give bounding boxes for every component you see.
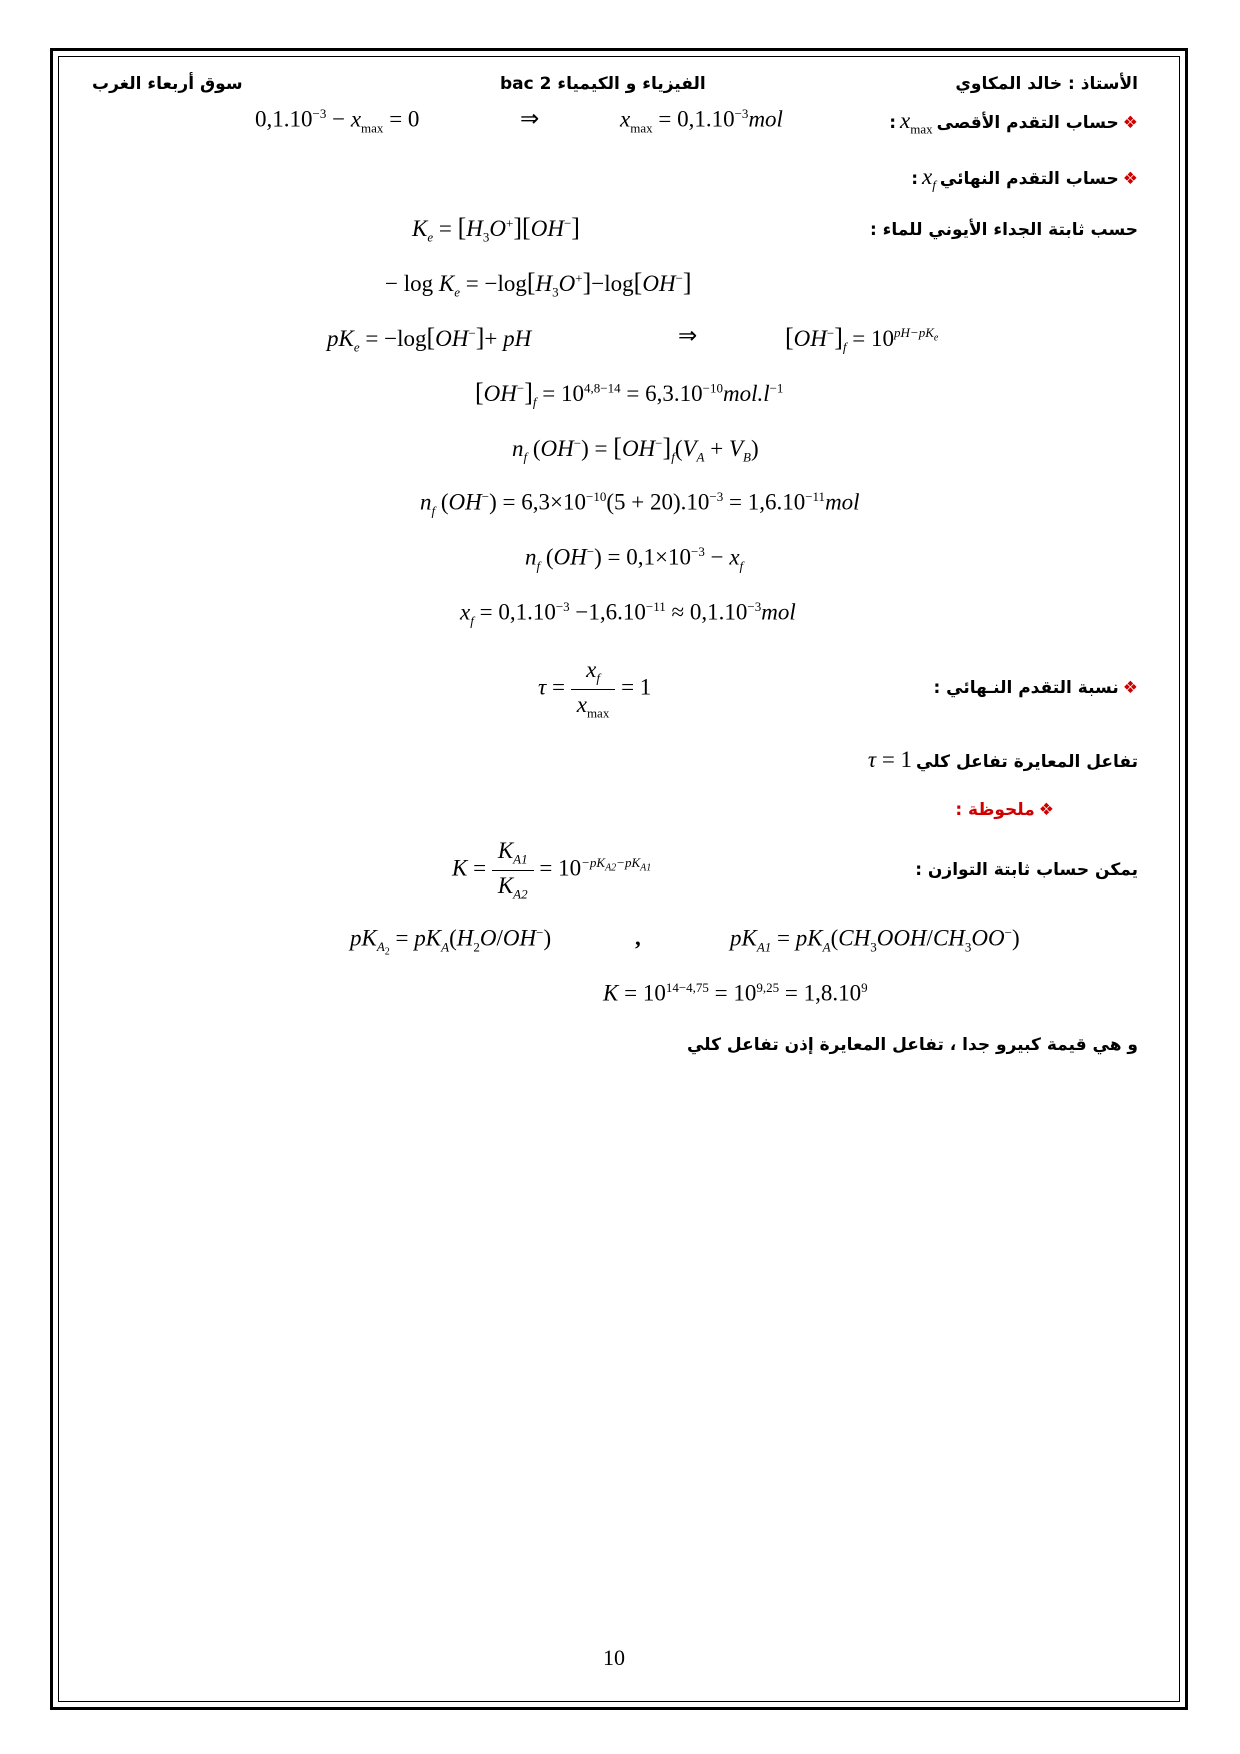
- eq-log-ke: − $\log K_e = -\log[H_3O^+]-\log[OH^-]$: [385, 268, 692, 300]
- header-subject: الفيزياء و الكيمياء 2 bac: [500, 74, 706, 94]
- comma-separator: ,: [635, 925, 641, 950]
- eq-pke: $pK_e = -\log[OH^-]+$ pH: [327, 323, 532, 355]
- bullet-icon: ❖: [1038, 800, 1054, 820]
- eq-k-value: $K = 10^{14-4,75} = 10^{9,25} = 1,8.10^9$: [603, 980, 868, 1006]
- k-label: يمكن حساب ثابتة التوازن :: [915, 860, 1138, 880]
- section-titration: [868, 747, 1138, 773]
- xf-label: حساب التقدم النهائي: [939, 169, 1119, 189]
- section-xf: ❖ حساب التقدم النهائي $x_f$ :: [911, 164, 1138, 193]
- section-note: [955, 800, 1054, 820]
- bullet-icon: ❖: [1122, 113, 1138, 133]
- xmax-symbol: $x_{max}$: [900, 108, 933, 137]
- eq-nf-formula: $n_f$ $(OH^-) = [OH^-]_f(V_A + V_B)$: [512, 433, 759, 465]
- conclusion-text: و هي قيمة كبيرو جدا ، تفاعل المعايرة إذن تفاعل كلي: [686, 1035, 1138, 1055]
- xf-symbol: $x_f$: [922, 164, 936, 193]
- eq-nf-value: $n_f$ $(OH^-) = 6,3\times 10^{-10}(5 + 20).10^{-3} = 1,6.10^{-11}mol$: [420, 489, 860, 519]
- ke-label: حسب ثابتة الجداء الأيوني للماء :: [869, 220, 1138, 240]
- header-teacher: الأستاذ : خالد المكاوي: [955, 74, 1138, 94]
- xmax-label: حساب التقدم الأقصى: [936, 113, 1119, 133]
- implies-2: ⇒: [678, 323, 698, 348]
- header-location: سوق أربعاء الغرب: [92, 74, 243, 94]
- eq-xmax-result: $x_{max} = 0,1.10^{-3}mol$: [620, 106, 783, 136]
- section-xmax: ❖ حساب التقدم الأقصى $x_{max}$ :: [889, 108, 1138, 137]
- bullet-icon: ❖: [1122, 678, 1138, 698]
- implies-1: ⇒: [520, 106, 540, 131]
- bullet-icon: ❖: [1122, 169, 1138, 189]
- page-number: 10: [603, 1645, 625, 1670]
- eq-xmax: $0,1.10^{-3} - x_{max} = 0$: [255, 106, 420, 136]
- tau-equals-one: τ = 1: [867, 747, 913, 772]
- eq-k: K = $\frac{K_{A1}}{K_{A2}}$ = $10^{-pK_{A2}-pK_{A1}}$: [452, 838, 652, 902]
- tau-label: نسبة التقدم النـهائي :: [933, 678, 1119, 698]
- eq-pka2: $pK_{A_2} = pK_A(H_2O/OH^-)$: [350, 925, 552, 958]
- eq-oh-value: $[OH^-]_f = 10^{4,8-14} = 6,3.10^{-10}mol.l^{-1}$: [475, 378, 784, 410]
- section-tau: [933, 678, 1138, 698]
- titration-text: تفاعل المعايرة تفاعل كلي: [916, 752, 1138, 772]
- eq-nf-xf: $n_f$ $(OH^-) = 0,1\times 10^{-3} - x_f$: [525, 544, 744, 574]
- eq-tau: τ = $\frac{x_f}{x_{max}}$ = 1: [538, 657, 652, 721]
- eq-oh-formula: $[OH^-]_f = 10^{pH-pK_e}$: [785, 323, 939, 355]
- eq-ke: $K_e = [H_3O^+][OH^-]$: [412, 213, 580, 245]
- eq-pka1: $pK_{A1} = pK_A(CH_3OOH/CH_3OO^-)$: [730, 925, 1020, 955]
- eq-xf-value: $x_f = 0,1.10^{-3} -1,6.10^{-11} \approx 0,1.10^{-3}mol$: [460, 599, 796, 629]
- note-label: ملحوظة :: [955, 800, 1035, 820]
